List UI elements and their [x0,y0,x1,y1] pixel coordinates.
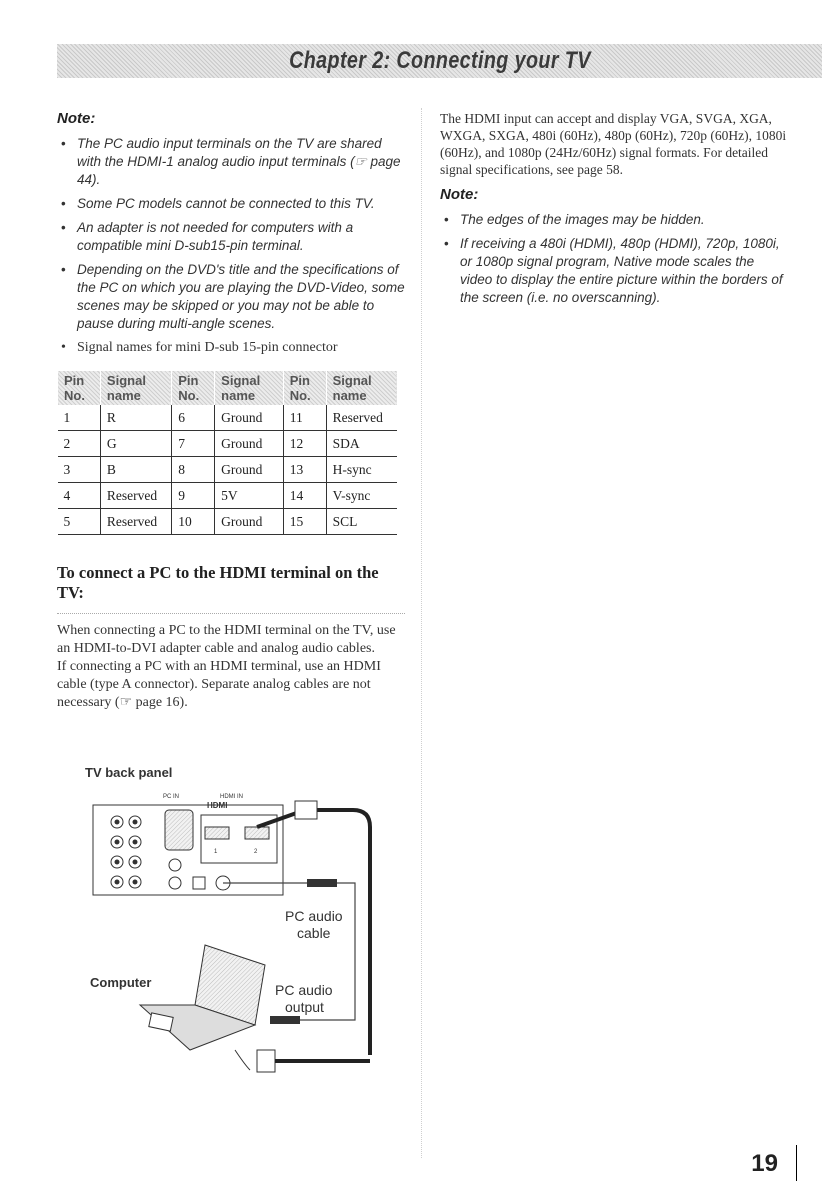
note-item: • Some PC models cannot be connected to this TV. [57,195,405,213]
note-item: • An adapter is not needed for computers with a compatible mini D-sub15-pin terminal. [57,219,405,255]
note-title: Note: [440,186,479,203]
tv-back-panel [93,794,283,895]
note-title: Note: [57,110,96,127]
table-cell: 11 [283,405,326,431]
table-row [58,405,398,431]
table-cell: Reserved [326,405,397,431]
table-cell: 5V [215,483,284,509]
table-header-row [58,371,398,405]
section-heading: To connect a PC to the HDMI terminal on the TV: [57,563,379,602]
pin-signal-table [57,371,397,535]
table-row [58,509,398,535]
table-cell: Ground [215,457,284,483]
note-item: • Signal names for mini D-sub 15-pin connector [57,339,405,357]
table-cell: 10 [172,509,215,535]
table-row [58,457,398,483]
table-cell: 5 [58,509,101,535]
note-item: • The PC audio input terminals on the TV are shared with the HDMI-1 analog audio input terminals (☞ page 44). [57,135,405,189]
pc-audio-output-label-line-2: output [285,999,324,1015]
table-cell: 6 [172,405,215,431]
table-cell: 12 [283,431,326,457]
table-header: Signal name [100,371,171,405]
pc-audio-cable-label-line-2: cable [297,925,331,941]
table-cell: G [100,431,171,457]
table-header: Pin No. [172,371,215,405]
computer-illustration [140,945,265,1070]
connection-diagram [85,765,385,1075]
right-column [440,110,790,313]
note-list [57,135,405,357]
table-cell: Ground [215,509,284,535]
hdmi-logo: HDMI [207,801,228,810]
page-number: 19 [751,1150,778,1177]
table-cell: B [100,457,171,483]
pc-audio-output-label-line-1: PC audio [275,982,333,998]
column-divider [421,108,422,1158]
table-row [58,431,398,457]
body-paragraph: When connecting a PC to the HDMI terminal on the TV, use an HDMI-to-DVI adapter cable and analog audio cables. [57,623,396,656]
table-cell: Reserved [100,509,171,535]
table-header: Signal name [326,371,397,405]
page-number-bar [796,1145,797,1181]
table-cell: 14 [283,483,326,509]
table-cell: 4 [58,483,101,509]
table-cell: 3 [58,457,101,483]
pc-in-label: PC IN [163,794,180,800]
table-header: Signal name [215,371,284,405]
table-cell: Ground [215,431,284,457]
note-item: • If receiving a 480i (HDMI), 480p (HDMI), 720p, 1080i, or 1080p signal program, Native mode scales the video to display the entire picture within the borders of the screen (i.e. no overscanning). [440,235,790,307]
table-row [58,483,398,509]
table-cell: V-sync [326,483,397,509]
hdmi-port-1-label: 1 [214,849,218,855]
hdmi-in-label: HDMI IN [220,794,243,800]
note-item: • The edges of the images may be hidden. [440,211,790,229]
table-cell: 1 [58,405,101,431]
table-cell: R [100,405,171,431]
table-cell: Ground [215,405,284,431]
connection-diagram-illustration [85,765,385,1075]
table-cell: SDA [326,431,397,457]
hdmi-port-2-label: 2 [254,849,258,855]
table-cell: 7 [172,431,215,457]
table-cell: 8 [172,457,215,483]
chapter-title: Chapter 2: Connecting your TV [288,47,591,74]
note-list [440,211,790,307]
table-cell: 9 [172,483,215,509]
table-cell: H-sync [326,457,397,483]
body-paragraph: If connecting a PC with an HDMI terminal, use an HDMI cable (type A connector). Separate analog cables are not necessary (☞ page 16). [57,659,381,710]
computer-label: Computer [90,975,152,990]
body-paragraph: The HDMI input can accept and display VGA, SVGA, XGA, WXGA, SXGA, 480i (60Hz), 480p (60Hz), 720p (60Hz), 1080i (60Hz), and 1080p (24Hz/60Hz) signal formats. For detailed signal specifications, see page 58. [440,111,787,177]
tv-back-panel-label: TV back panel [85,765,173,780]
left-column [57,110,405,712]
table-cell: Reserved [100,483,171,509]
table-cell: 13 [283,457,326,483]
table-cell: 15 [283,509,326,535]
divider [57,613,405,614]
table-header: Pin No. [58,371,101,405]
table-cell: 2 [58,431,101,457]
table-header: Pin No. [283,371,326,405]
chapter-banner [57,44,822,78]
note-item: • Depending on the DVD's title and the specifications of the PC on which you are playing the DVD-Video, some scenes may be skipped or you may not be able to pause during multi-angle scenes. [57,261,405,333]
pc-audio-cable-label-line-1: PC audio [285,908,343,924]
table-cell: SCL [326,509,397,535]
